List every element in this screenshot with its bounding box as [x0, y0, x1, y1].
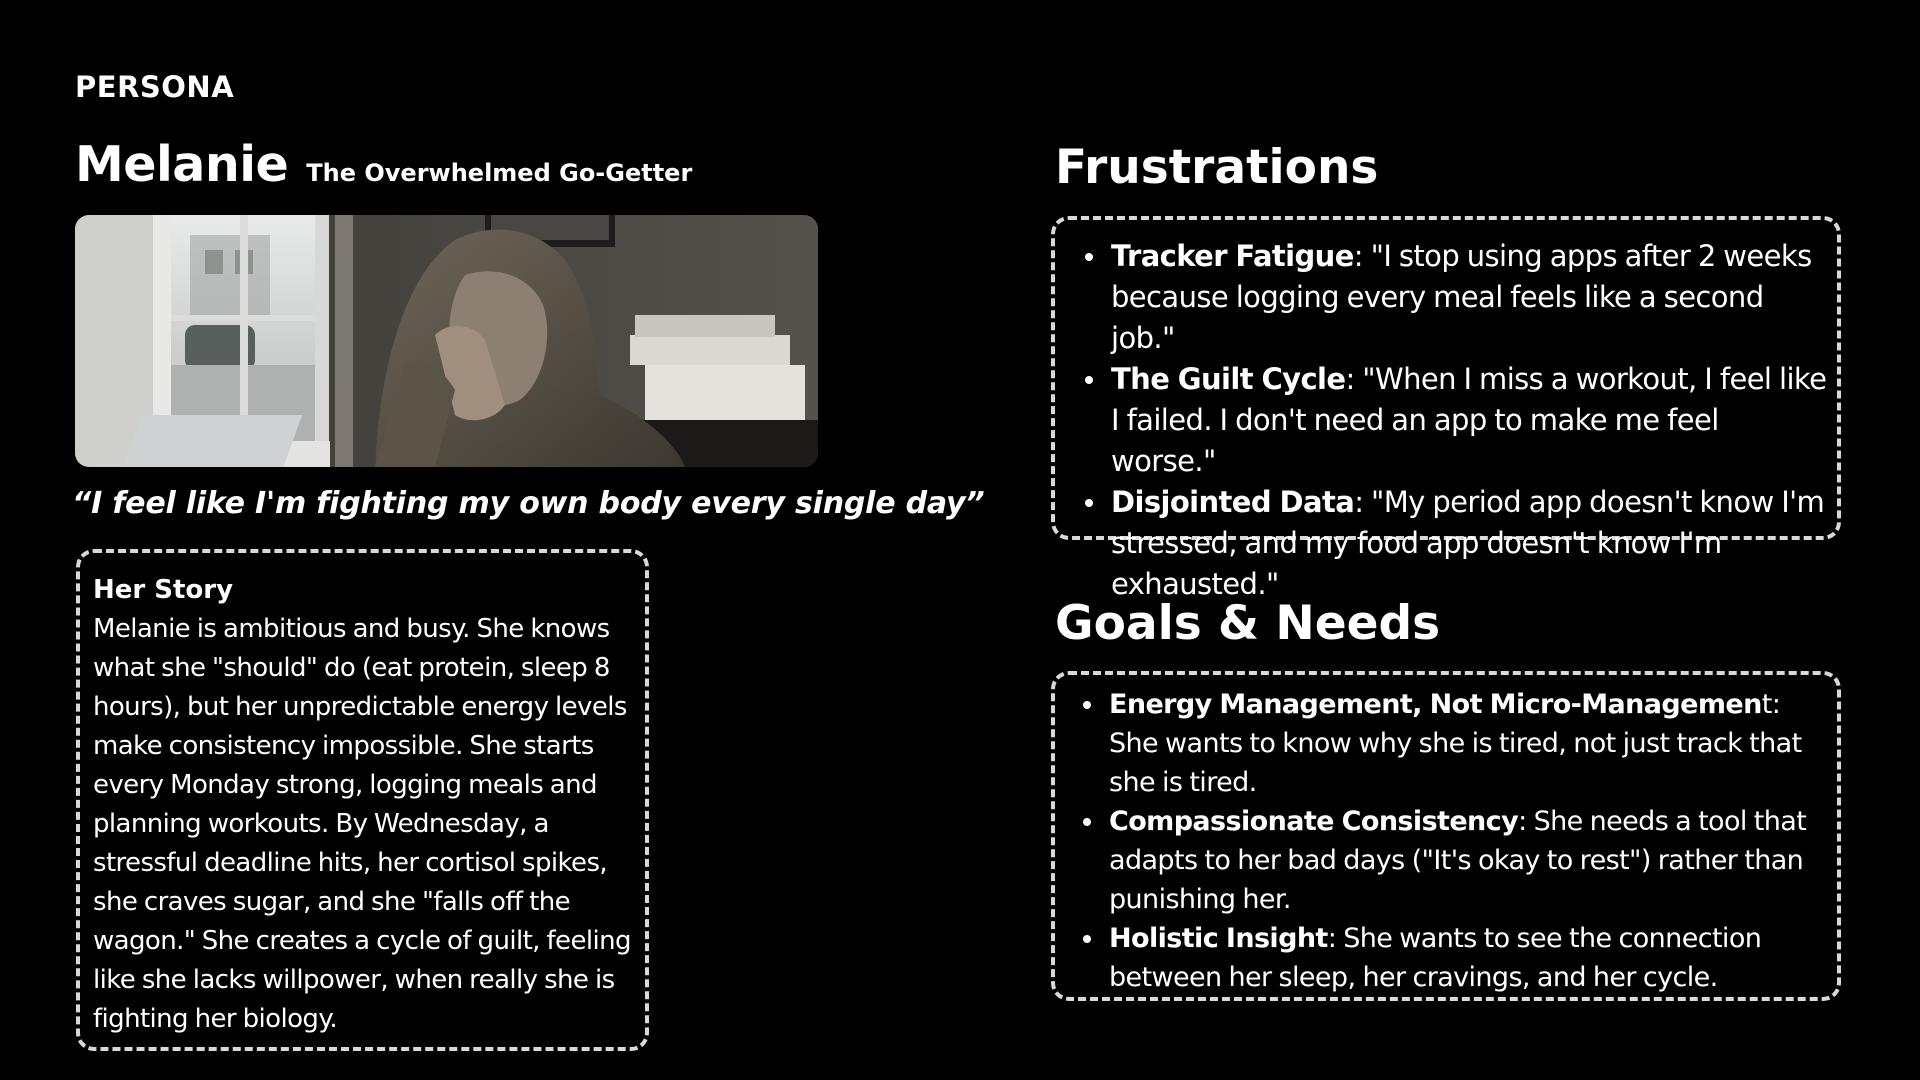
persona-header [75, 136, 692, 193]
frustrations-card [1051, 216, 1841, 601]
goal-term: Holistic Insight [1109, 923, 1328, 954]
story-card [76, 549, 649, 1051]
frustration-text: : "My period app doesn't know I'm stressed, and my food app doesn't know I'm exhausted." [1111, 485, 1825, 601]
goal-item [1083, 685, 1829, 802]
frustration-item [1085, 359, 1827, 482]
story-body: Melanie is ambitious and busy. She knows what she "should" do (eat protein, sleep 8 hours), but her unpredictable energy levels make consistency impossible. She starts every Monday strong, logging meals and planning workouts. By Wednesday, a stressful deadline hits, her cortisol spikes, she craves sugar, and she "falls off the wagon." She creates a cycle of guilt, feeling like she lacks willpower, when really she is fighting her biology. [93, 614, 631, 1034]
goals-list [1083, 685, 1829, 997]
frustrations-list [1085, 236, 1827, 605]
persona-tagline: The Overwhelmed Go-Getter [306, 159, 693, 187]
photo-woman-hoodie-window [75, 215, 818, 467]
frustration-term: The Guilt Cycle [1111, 362, 1346, 396]
story-title: Her Story [93, 575, 234, 605]
persona-quote: “I feel like I'm fighting my own body every single day” [72, 486, 985, 521]
goal-text: t: She wants to know why she is tired, not just track that she is tired. [1109, 689, 1802, 798]
frustration-item [1085, 236, 1827, 359]
goals-card [1051, 671, 1841, 1001]
goal-item [1083, 919, 1829, 997]
goal-item [1083, 802, 1829, 919]
frustration-item [1085, 482, 1827, 605]
goal-text: : She wants to see the connection between her sleep, her cravings, and her cycle. [1109, 923, 1762, 993]
frustration-text: : "I stop using apps after 2 weeks because logging every meal feels like a second job." [1111, 239, 1812, 355]
frustration-term: Disjointed Data [1111, 485, 1355, 519]
goal-text: : She needs a tool that adapts to her bad days ("It's okay to rest") rather than punishing her. [1109, 806, 1807, 915]
goal-term: Energy Management, Not Micro-Managemen [1109, 689, 1762, 720]
persona-photo [75, 215, 818, 467]
section-label: PERSONA [75, 70, 235, 104]
frustration-text: : "When I miss a workout, I feel like I failed. I don't need an app to make me feel worse." [1111, 362, 1827, 478]
frustrations-heading: Frustrations [1055, 140, 1379, 195]
frustration-term: Tracker Fatigue [1111, 239, 1354, 273]
goals-heading: Goals & Needs [1055, 596, 1441, 651]
goal-term: Compassionate Consistency [1109, 806, 1519, 837]
persona-name: Melanie [75, 136, 289, 193]
